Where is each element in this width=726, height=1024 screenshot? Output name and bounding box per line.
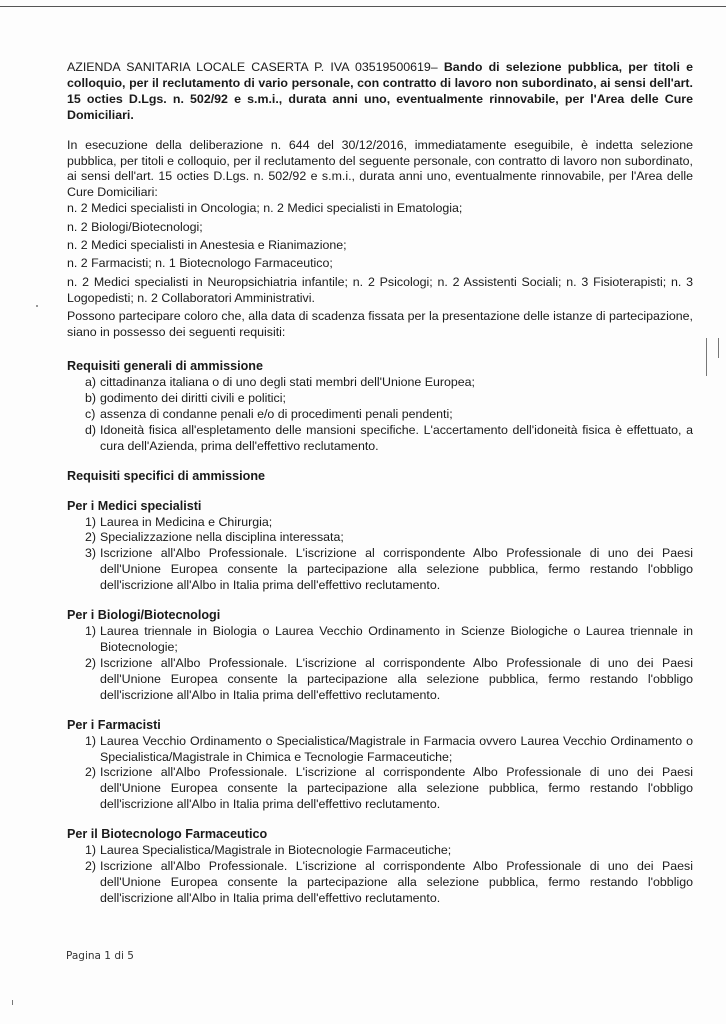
- list-marker: 1): [85, 733, 97, 748]
- list-item: [67, 546, 693, 594]
- heading-title: Bando di selezione pubblica, per titoli e colloquio, per il reclutamento di vario personale, con contratto di lavoro non subordinato, ai sensi dell'art. 15 octies D.Lgs. n. 502/92 e s.m.i., durata anni uno, eventualmente rinnovabile, per l'Area delle Cure Domiciliari.: [67, 60, 693, 122]
- section-heading: Per i Biologi/Biotecnologi: [67, 608, 221, 623]
- list-item: [67, 859, 693, 907]
- list-item: [67, 734, 693, 766]
- scan-mark: [706, 338, 707, 376]
- list-item-text: Iscrizione all'Albo Professionale. L'iscrizione al corrispondente Albo Professionale di uno dei Paesi dell'Unione Europea consente la partecipazione alla selezione pubblica, fermo restando l'obbligo dell'iscrizione all'Albo in Italia prima dell'effettivo reclutamento.: [100, 546, 693, 593]
- list-item: [67, 515, 693, 531]
- list-marker: 3): [85, 546, 97, 561]
- scan-mark: [718, 338, 719, 358]
- list-marker: 2): [85, 859, 97, 874]
- list-item-text: assenza di condanne penali e/o di procedimenti penali pendenti;: [100, 406, 453, 421]
- list-marker: 2): [85, 655, 97, 670]
- list-marker: 1): [85, 843, 97, 858]
- list-marker: a): [85, 375, 97, 389]
- position-line: n. 2 Biologi/Biotecnologi;: [67, 219, 203, 234]
- list-item: [67, 530, 693, 546]
- list-item-text: Iscrizione all'Albo Professionale. L'iscrizione al corrispondente Albo Professionale di uno dei Paesi dell'Unione Europea consente la partecipazione alla selezione pubblica, fermo restando l'obbligo dell'iscrizione all'Albo in Italia prima dell'effettivo reclutamento.: [100, 655, 693, 702]
- list-marker: b): [85, 390, 97, 405]
- list-marker: 1): [85, 514, 97, 529]
- list-marker: 2): [85, 765, 97, 780]
- requirements-list: [67, 734, 693, 814]
- specific-requirements-heading: Requisiti specifici di ammissione: [67, 468, 266, 483]
- intro-paragraph: In esecuzione della deliberazione n. 644 del 30/12/2016, immediatamente eseguibile, è indetta selezione pubblica, per titoli e colloquio, per il reclutamento del seguente personale, con contratto di lavoro non subordinato, ai sensi dell'art. 15 octies D.Lgs. n. 502/92 e s.m.i., durata anni uno, eventualmente rinnovabile, per l'Area delle Cure Domiciliari:: [67, 137, 693, 200]
- heading-org: AZIENDA SANITARIA LOCALE CASERTA P. IVA 03519500619–: [67, 60, 444, 74]
- list-item: [67, 843, 693, 859]
- top-rule: [0, 6, 726, 7]
- list-item-text: Laurea in Medicina e Chirurgia;: [100, 514, 273, 529]
- list-marker: c): [85, 406, 96, 421]
- document-heading: [67, 60, 693, 124]
- list-item: [67, 407, 693, 423]
- list-marker: d): [85, 422, 97, 437]
- scan-mark: [36, 305, 38, 307]
- position-line: n. 2 Farmacisti; n. 1 Biotecnologo Farmaceutico;: [67, 256, 333, 271]
- list-item-text: Laurea Vecchio Ordinamento o Specialistica/Magistrale in Farmacia ovvero Laurea Vecchio Ordinamento o Specialistica/Magistrale in Chimica e Tecnologie Farmaceutiche;: [100, 733, 693, 764]
- list-item-text: Laurea Specialistica/Magistrale in Biotecnologie Farmaceutiche;: [100, 843, 452, 858]
- list-item: [67, 656, 693, 704]
- list-item-text: cittadinanza italiana o di uno degli stati membri dell'Unione Europea;: [100, 375, 475, 389]
- position-line: n. 2 Medici specialisti in Oncologia; n. 2 Medici specialisti in Ematologia;: [67, 201, 463, 216]
- eligibility-paragraph: Possono partecipare coloro che, alla data di scadenza fissata per la presentazione delle istanze di partecipazione, siano in possesso dei seguenti requisiti:: [67, 309, 693, 340]
- list-item: [67, 423, 693, 455]
- requirements-list: [67, 843, 693, 907]
- section-heading: Per il Biotecnologo Farmaceutico: [67, 827, 268, 842]
- position-line: n. 2 Medici specialisti in Anestesia e Rianimazione;: [67, 238, 347, 253]
- positions-list: [67, 201, 693, 306]
- list-item-text: Laurea triennale in Biologia o Laurea Vecchio Ordinamento in Scienze Biologiche o Laurea triennale in Biotecnologie;: [100, 624, 693, 654]
- list-item-text: godimento dei diritti civili e politici;: [100, 390, 286, 405]
- list-item-text: Iscrizione all'Albo Professionale. L'iscrizione al corrispondente Albo Professionale di uno dei Paesi dell'Unione Europea consente la partecipazione alla selezione pubblica, fermo restando l'obbligo dell'iscrizione all'Albo in Italia prima dell'effettivo reclutamento.: [100, 765, 693, 812]
- position-line: n. 2 Medici specialisti in Neuropsichiatria infantile; n. 2 Psicologi; n. 2 Assistenti Sociali; n. 3 Fisioterapisti; n. 3 Logopedisti; n. 2 Collaboratori Amministrativi.: [67, 274, 693, 305]
- general-requirements-list: [67, 375, 693, 455]
- document-body: [67, 60, 693, 907]
- list-item-text: Specializzazione nella disciplina interessata;: [100, 530, 344, 545]
- list-marker: 1): [85, 624, 97, 639]
- list-item: [67, 391, 693, 407]
- requirements-list: [67, 624, 693, 704]
- list-item: [67, 624, 693, 656]
- requirements-list: [67, 515, 693, 595]
- general-requirements-heading: Requisiti generali di ammissione: [67, 359, 263, 373]
- list-item-text: Iscrizione all'Albo Professionale. L'iscrizione al corrispondente Albo Professionale di uno dei Paesi dell'Unione Europea consente la partecipazione alla selezione pubblica, fermo restando l'obbligo dell'iscrizione all'Albo in Italia prima dell'effettivo reclutamento.: [100, 859, 693, 905]
- scan-mark: [12, 1000, 13, 1005]
- list-marker: 2): [85, 530, 97, 545]
- section-heading: Per i Medici specialisti: [67, 498, 202, 513]
- list-item: [67, 765, 693, 813]
- section-heading: Per i Farmacisti: [67, 717, 161, 732]
- list-item-text: Idoneità fisica all'espletamento delle mansioni specifiche. L'accertamento dell'idoneità fisica è effettuato, a cura dell'Azienda, prima dell'effettivo reclutamento.: [100, 422, 693, 453]
- page-number-footer: Pagina 1 di 5: [66, 950, 134, 962]
- list-item: [67, 375, 693, 391]
